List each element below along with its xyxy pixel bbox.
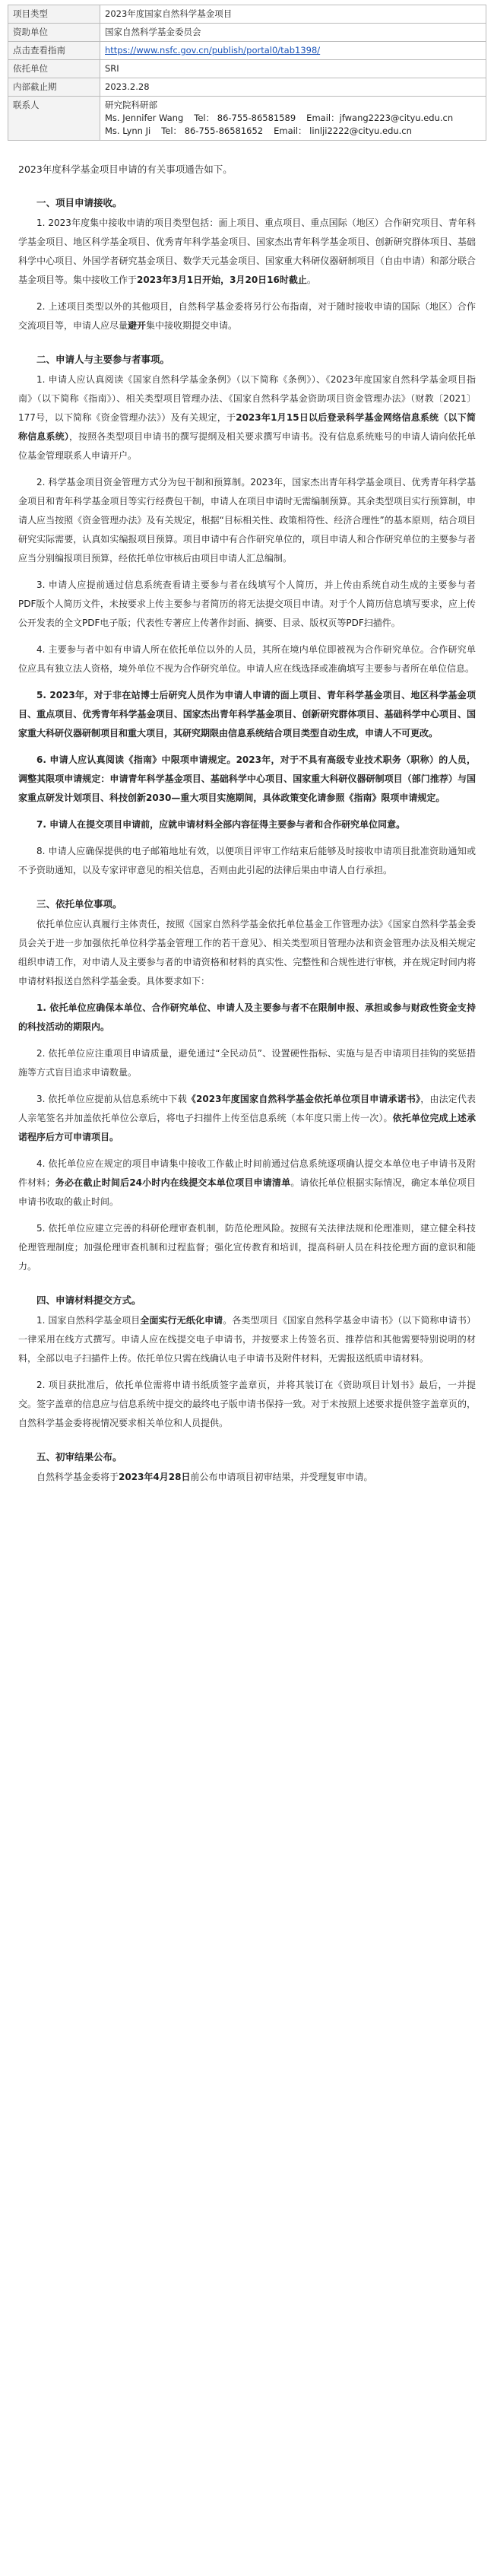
contact-person-1 (105, 112, 481, 125)
info-row-deadline (8, 78, 486, 97)
paragraph: 8. 申请人应确保提供的电子邮箱地址有效，以便项目评审工作结束后能够及时接收申请项目批准资助通知或不予资助通知，以及专家评审意见的相关信息，否则由此引起的法律后果由申请人自行承担。 (18, 846, 476, 875)
info-key: 项目类型 (8, 5, 100, 24)
paragraph: 自然科学基金委将于2023年4月28日前公布申请项目初审结果，并受理复审申请。 (36, 1472, 373, 1482)
paragraph: 1. 依托单位应确保本单位、合作研究单位、申请人及主要参与者不在限制申报、承担或参与财政性资金支持的科技活动的期限内。 (18, 1002, 476, 1032)
info-key: 资助单位 (8, 24, 100, 42)
info-row-host-institution (8, 60, 486, 78)
paragraph: 2. 科学基金项目资金管理方式分为包干制和预算制。2023年，国家杰出青年科学基金项目、优秀青年科学基金项目和青年科学基金项目等实行经费包干制，申请人在项目申请时无需编制预算。其余类型项目实行预算制，申请人应当按照《资金管理办法》及有关规定，根据“目标相关性、政策相符性、经济合理性”的基本原则，结合项目研究实际需要，认真如实编报项目预算。项目申请中有合作研究单位的，项目申请人和合作研究单位的主要参与者应当分别编报项目预算，经依托单位审核后由项目申请人汇总编制。 (18, 477, 476, 564)
paragraph: 依托单位应认真履行主体责任，按照《国家自然科学基金依托单位基金工作管理办法》《国家自然科学基金委员会关于进一步加强依托单位科学基金管理工作的若干意见》、相关类型项目管理办法和资金管理办法及相关规定组织申请工作，对申请人及主要参与者的申请资格和材料的真实性、完整性和合规性进行审核，并在规定时间内将申请材料报送自然科学基金委。具体要求如下： (18, 919, 476, 986)
paragraph: 2. 项目获批准后，依托单位需将申请书纸质签字盖章页，并将其装订在《资助项目计划书》最后，一并提交。签字盖章的信息应与信息系统中提交的最终电子版申请书保持一致。对于未按照上述要求提供签字盖章页的，自然科学基金委将视情况要求相关单位和人员提供。 (18, 1380, 476, 1428)
paragraph: 5. 2023年，对于非在站博士后研究人员作为申请人申请的面上项目、青年科学基金项目、地区科学基金项目、重点项目、优秀青年科学基金项目、国家杰出青年科学基金项目、创新研究群体项目、基础科学中心项目、国家重大科研仪器研制项目和重大项目，其研究期限由信息系统结合项目类型自动生成，申请人不可更改。 (18, 690, 476, 738)
info-key: 联系人 (8, 97, 100, 141)
paragraph: 4. 主要参与者中如有申请人所在依托单位以外的人员，其所在境内单位即被视为合作研究单位。合作研究单位应具有独立法人资格，境外单位不视为合作研究单位。申请人应在线选择或准确填写主要参与者所在单位信息。 (18, 644, 476, 674)
info-key: 点击查看指南 (8, 42, 100, 60)
section-heading: 二、申请人与主要参与者事项。 (36, 354, 170, 365)
intro-text: 2023年度科学基金项目申请的有关事项通告如下。 (18, 164, 233, 175)
info-value: 国家自然科学基金委员会 (100, 24, 486, 42)
info-value: SRI (100, 60, 486, 78)
paragraph: 3. 依托单位应提前从信息系统中下载《2023年度国家自然科学基金依托单位项目申请承诺书》，由法定代表人亲笔签名并加盖依托单位公章后，将电子扫描件上传至信息系统（本年度只需上传一次）。依托单位完成上述承诺程序后方可申请项目。 (18, 1094, 477, 1142)
paragraph: 1. 国家自然科学基金项目全面实行无纸化申请。各类型项目《国家自然科学基金申请书》（以下简称申请书）一律采用在线方式撰写。申请人应在线提交电子申请书，并按要求上传签名页、推荐信和其他需要特别说明的材料，全部以电子扫描件上传。依托单位只需在线确认电子申请书及附件材料，无需报送纸质申请材料。 (18, 1315, 476, 1364)
contact-email[interactable]: Email： linlji2222@cityu.edu.cn (274, 125, 412, 136)
paragraph: 2. 上述项目类型以外的其他项目，自然科学基金委将另行公布指南，对于随时接收申请的国际（地区）合作交流项目等，申请人应尽量避开集中接收期提交申请。 (18, 301, 476, 331)
contact-email[interactable]: Email：jfwang2223@cityu.edu.cn (306, 113, 454, 123)
paragraph: 6. 申请人应认真阅读《指南》中限项申请规定。2023年，对于不具有高级专业技术职务（职称）的人员，调整其限项申请规定：申请青年科学基金项目、基础科学中心项目、国家重大科研仪器研制项目（部门推荐）与国家重点研发计划项目、科技创新2030—重大项目实施期间，具体政策变化请参照《指南》限项申请规定。 (18, 754, 476, 803)
paragraph: 5. 依托单位应建立完善的科研伦理审查机制，防范伦理风险。按照有关法律法规和伦理准则，建立健全科技伦理管理制度；加强伦理审查机制和过程监督；强化宣传教育和培训，提高科研人员在科技伦理方面的意识和能力。 (18, 1223, 476, 1272)
paragraph: 7. 申请人在提交项目申请前，应就申请材料全部内容征得主要参与者和合作研究单位同意。 (36, 819, 406, 830)
info-row-contact (8, 97, 486, 141)
contact-cell (100, 97, 486, 141)
section-heading: 三、依托单位事项。 (36, 898, 122, 910)
info-value: 2023年度国家自然科学基金项目 (100, 5, 486, 24)
paragraph: 4. 依托单位应在规定的项目申请集中接收工作截止时间前通过信息系统逐项确认提交本单位电子申请书及附件材料；务必在截止时间后24小时内在线提交本单位项目申请清单。请依托单位根据实际情况，确定本单位项目申请书收取的截止时间。 (18, 1158, 476, 1207)
contact-tel: Tel： 86-755-86581652 (161, 125, 264, 136)
section-heading: 五、初审结果公布。 (36, 1451, 122, 1463)
contact-tel: Tel： 86-755-86581589 (194, 113, 296, 123)
info-table (8, 5, 486, 141)
contact-dept: 研究院科研部 (105, 100, 157, 110)
contact-name: Ms. Lynn Ji (105, 125, 151, 136)
info-row-funder (8, 24, 486, 42)
paragraph: 2. 依托单位应注重项目申请质量，避免通过“全民动员”、设置硬性指标、实施与是否申请项目挂钩的奖惩措施等方式盲目追求申请数量。 (18, 1048, 476, 1078)
info-value: 2023.2.28 (100, 78, 486, 97)
info-key: 依托单位 (8, 60, 100, 78)
contact-name: Ms. Jennifer Wang (105, 113, 184, 123)
info-key: 内部截止期 (8, 78, 100, 97)
paragraph: 1. 申请人应认真阅读《国家自然科学基金条例》（以下简称《条例》）、《2023年度国家自然科学基金项目指南》（以下简称《指南》）、相关类型项目管理办法、《国家自然科学基金资助项目资金管理办法》（财教〔2021〕177号，以下简称《资金管理办法》）及有关规定，于2023年1月15日以后登录科学基金网络信息系统（以下简称信息系统），按照各类型项目申请书的撰写提纲及相关要求撰写申请书。没有信息系统账号的申请人请向依托单位基金管理联系人申请开户。 (18, 374, 476, 461)
guide-link[interactable]: https://www.nsfc.gov.cn/publish/portal0/tab1398/ (105, 45, 321, 56)
contact-person-2 (105, 125, 481, 138)
info-row-guide (8, 42, 486, 60)
paragraph: 1. 2023年度集中接收申请的项目类型包括：面上项目、重点项目、重点国际（地区）合作研究项目、青年科学基金项目、地区科学基金项目、优秀青年科学基金项目、国家杰出青年科学基金项目、创新研究群体项目、基础科学中心项目、外国学者研究基金项目、数学天元基金项目、国家重大科研仪器研制项目（自由申请）和部分联合基金项目等。集中接收工作于2023年3月1日开始，3月20日16时截止。 (18, 218, 476, 285)
section-heading: 一、项目申请接收。 (36, 197, 122, 208)
info-row-project-type (8, 5, 486, 24)
paragraph: 3. 申请人应提前通过信息系统查看请主要参与者在线填写个人简历，并上传由系统自动生成的主要参与者PDF版个人简历文件，未按要求上传主要参与者简历的将无法提交项目申请。对于个人简历信息填写要求，应上传公开发表的全文PDF电子版；代表性专著应上传著作封面、摘要、目录、版权页等PDF扫描件。 (18, 580, 476, 628)
section-heading: 四、申请材料提交方式。 (36, 1294, 141, 1306)
